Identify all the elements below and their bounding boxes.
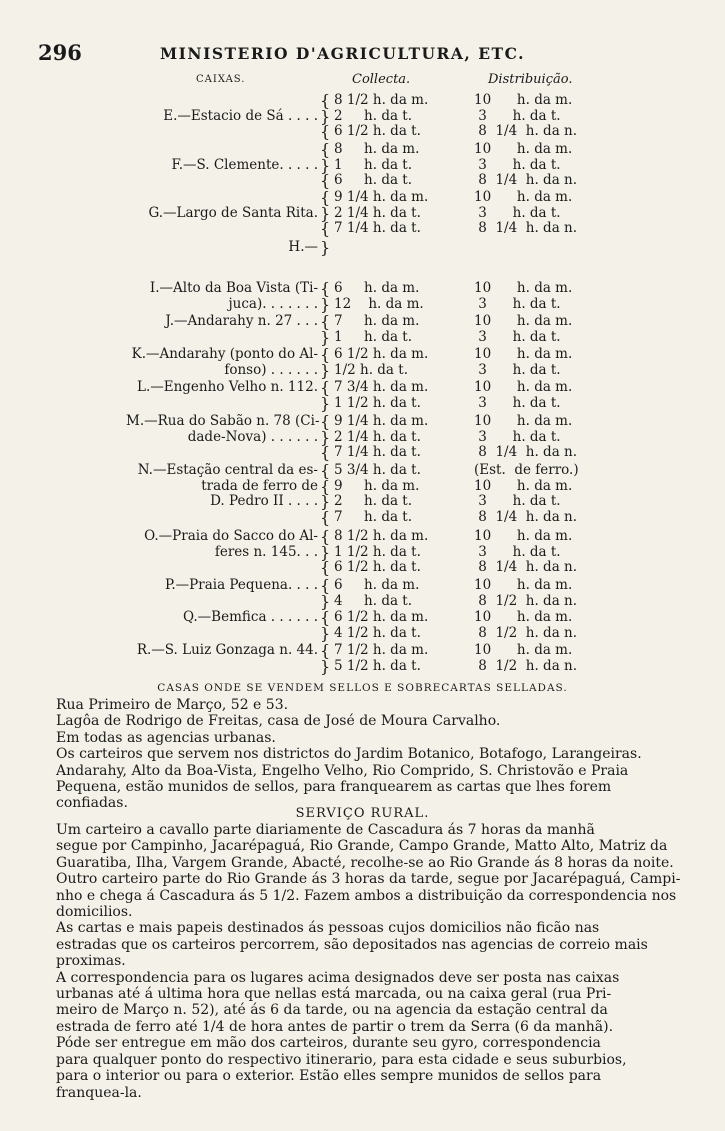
collecta-time: 6 h. da m. [334,280,420,296]
casas-text-line: Os carteiros que servem nos districtos do Jardim Botanico, Botafogo, Larangeiras. [56,746,642,763]
collecta-time: 5 1/2 h. da t. [334,657,421,674]
page-header [0,40,725,68]
casas-title: CASAS ONDE SE VENDEM SELLOS E SOBRECARTAS SELLADAS. [157,682,568,694]
distribuicao-time: 10 h. da m. [474,477,573,494]
collecta-time: 1 h. da t. [334,156,413,173]
caixa-name-line: N.—Estação central da es- [137,462,318,478]
collecta-time: 7 1/4 h. da t. [334,444,421,461]
distribuicao-cell [474,578,577,609]
collecta-cell [334,414,428,461]
caixa-name [124,314,318,330]
collecta-time: 4 h. da t. [334,592,413,609]
caixa-name [126,414,318,445]
rural-text-line: para qualquer ponto do respectivo itinerario, para esta cidade e seus suburbios, [56,1051,627,1068]
distribuicao-time: 3 h. da t. [474,428,561,445]
distribuicao-cell [474,380,572,411]
caixa-name-line: feres n. 145. . . [214,543,318,560]
caixa-name-line: O.—Praia do Sacco do Al- [144,528,318,544]
distribuicao-time: 3 h. da t. [474,156,561,173]
casas-text-line: Andarahy, Alto da Boa-Vista, Engelho Velho, Rio Comprido, S. Christovão e Praia [56,762,629,779]
distribuicao-time: 3 h. da t. [474,493,561,510]
collecta-cell [334,142,419,189]
collecta-time: 7 1/2 h. da m. [334,642,429,658]
brace-mark: { } { [320,412,331,463]
rural-text-line: domicilios. [56,904,133,921]
distribuicao-time: 10 h. da m. [474,379,573,395]
column-header-distribuicao: Distribuição. [488,72,573,87]
brace-mark: { } [320,608,331,643]
caixa-name-line: L.—Engenho Velho n. 112. [136,379,318,395]
collecta-cell [334,380,428,411]
rural-text-line: Um carteiro a cavallo parte diariamente de Cascadura ás 7 horas da manhã [56,822,595,838]
brace-mark: } [320,238,331,257]
distribuicao-cell [474,529,577,576]
brace-mark: { } { [320,140,331,191]
distribuicao-cell [474,347,572,378]
caixa-name-line: M.—Rua do Sabão n. 78 (Ci- [126,413,320,429]
collecta-time: 12 h. da m. [334,295,424,312]
caixa-name-line: Q.—Bemfica . . . . . . [182,609,318,625]
collecta-time: 5 3/4 h. da t. [334,462,421,478]
distribuicao-time: 10 h. da m. [474,609,573,625]
distribuicao-time: (Est. de ferro.) [474,462,579,478]
collecta-cell [334,190,428,237]
collecta-time: 7 1/4 h. da t. [334,220,421,237]
distribuicao-time: 10 h. da m. [474,92,573,108]
caixa-name-line: F.—S. Clemente. . . . . [171,156,318,173]
column-header-collecta: Collecta. [352,72,411,87]
column-header-caixas: CAIXAS. [196,74,246,85]
rural-text-line: Guaratiba, Ilha, Vargem Grande, Abacté, recolhe-se ao Rio Grande ás 8 horas da noite. [56,854,674,871]
collecta-time: 9 1/4 h. da m. [334,189,429,205]
distribuicao-cell [474,414,577,461]
distribuicao-cell [474,610,577,641]
caixa-name-line: E.—Estacio de Sá . . . . [163,107,318,124]
brace-mark: { } { [320,527,331,578]
distribuicao-time: 10 h. da m. [474,346,573,362]
caixa-name [122,240,318,256]
collecta-time: 7 h. da m. [334,313,420,329]
collecta-cell [334,463,421,525]
collecta-cell [334,314,419,345]
brace-mark: { } [320,312,331,347]
distribuicao-time: 8 1/2 h. da n. [474,624,578,641]
brace-mark: { } { [320,91,331,142]
collecta-time: 1 1/2 h. da t. [334,394,421,411]
distribuicao-cell [474,93,577,140]
distribuicao-time: 10 h. da m. [474,189,573,205]
casas-text-line: Lagôa de Rodrigo de Freitas, casa de José de Moura Carvalho. [56,713,501,730]
collecta-time: 2 1/4 h. da t. [334,204,421,221]
collecta-cell [334,529,428,576]
caixa-name-line: D. Pedro II . . . . [210,493,318,510]
distribuicao-time: 8 1/2 h. da n. [474,592,578,609]
rural-text-line: urbanas até á ultima hora que nellas está marcada, ou na caixa geral (rua Pri- [56,986,612,1003]
casas-text-line: Rua Primeiro de Março, 52 e 53. [56,697,289,713]
brace-mark: { } [320,345,331,380]
caixa-name [130,643,318,659]
distribuicao-time: 10 h. da m. [474,313,573,329]
page-number: 296 [38,40,82,65]
collecta-cell [334,610,428,641]
distribuicao-time: 8 1/4 h. da n. [474,172,578,189]
collecta-time: 6 1/2 h. da t. [334,123,421,140]
distribuicao-cell [474,281,572,312]
caixa-name [120,206,318,222]
caixa-name-line: fonso) . . . . . . [224,361,318,378]
collecta-time: 2 h. da t. [334,107,413,124]
distribuicao-time: 8 1/4 h. da n. [474,123,578,140]
collecta-time: 8 h. da m. [334,141,420,157]
distribuicao-time: 3 h. da t. [474,394,561,411]
distribuicao-cell [474,643,577,674]
rural-text-line: estradas que os carteiros percorrem, são depositados nas agencias de correio mais [56,936,648,953]
rural-text-line: As cartas e mais papeis destinados ás pessoas cujos domicilios não ficão nas [56,920,600,937]
distribuicao-cell [474,142,577,189]
distribuicao-time: 8 1/4 h. da n. [474,444,578,461]
collecta-time: 4 1/2 h. da t. [334,624,421,641]
caixa-name [126,380,318,396]
caixa-name [130,610,318,626]
distribuicao-time: 8 1/4 h. da n. [474,508,578,525]
collecta-time: 2 1/4 h. da t. [334,428,421,445]
rural-text-line: segue por Campinho, Jacarépaguá, Rio Grande, Campo Grande, Matto Alto, Matriz da [56,838,668,855]
distribuicao-time: 3 h. da t. [474,361,561,378]
rural-text-line: proximas. [56,953,126,970]
collecta-time: 8 1/2 h. da m. [334,528,429,544]
distribuicao-time: 3 h. da t. [474,204,561,221]
distribuicao-time: 10 h. da m. [474,413,573,429]
brace-mark: { } [320,641,331,676]
caixa-name-line: trada de ferro de [201,477,318,494]
rural-text-line: estrada de ferro até 1/4 de hora antes de partir o trem da Serra (6 da manhã). [56,1018,614,1035]
distribuicao-time: 10 h. da m. [474,642,573,658]
caixa-name-line: P.—Praia Pequena. . . . [165,577,318,593]
collecta-time: 6 1/2 h. da t. [334,559,421,576]
distribuicao-time: 3 h. da t. [474,107,561,124]
collecta-time: 6 1/2 h. da m. [334,346,429,362]
distribuicao-time: 10 h. da m. [474,280,573,296]
collecta-time: 1/2 h. da t. [334,361,408,378]
distribuicao-time: 3 h. da t. [474,543,561,560]
caixa-name-line: I.—Alto da Boa Vista (Ti- [149,280,318,296]
distribuicao-cell [474,190,577,237]
caixa-name-line: G.—Largo de Santa Rita. [148,204,318,221]
collecta-time: 6 1/2 h. da m. [334,609,429,625]
casas-section [56,697,690,812]
distribuicao-time: 3 h. da t. [474,295,561,312]
brace-mark: { } [320,279,331,314]
caixa-name [130,529,318,560]
distribuicao-time: 8 1/4 h. da n. [474,559,578,576]
caixa-name-line: K.—Andarahy (ponto do Al- [131,346,318,362]
rural-title: SERVIÇO RURAL. [295,806,430,821]
collecta-cell [334,281,424,312]
caixa-name [128,463,318,510]
caixa-name-line: J.—Andarahy n. 27 . . . [165,313,318,329]
caixa-name-line: juca). . . . . . . [228,295,318,312]
caixa-name-line: dade-Nova) . . . . . . [187,428,318,445]
caixa-name-line: H.— [288,239,318,255]
casas-text-line: confiadas. [56,795,128,812]
casas-text-line: Pequena, estão munidos de sellos, para franquearem as cartas que lhes forem [56,779,612,796]
collecta-time: 6 h. da m. [334,577,420,593]
rural-text-line: nho e chega á Cascadura ás 5 1/2. Fazem ambos a distribuição da correspondencia nos [56,887,677,904]
collecta-time: 8 1/2 h. da m. [334,92,429,108]
collecta-time: 2 h. da t. [334,493,413,510]
collecta-time: 7 3/4 h. da m. [334,379,429,395]
rural-text-line: A correspondencia para os lugares acima designados deve ser posta nas caixas [56,969,620,986]
distribuicao-time: 10 h. da m. [474,528,573,544]
casas-text-line: Em todas as agencias urbanas. [56,729,276,746]
collecta-time: 9 1/4 h. da m. [334,413,429,429]
collecta-time: 6 h. da t. [334,172,413,189]
collecta-cell [334,347,428,378]
collecta-time: 1 h. da t. [334,328,413,345]
rural-text-line: Outro carteiro parte do Rio Grande ás 3 horas da tarde, segue por Jacarépaguá, Campi- [56,871,681,888]
collecta-cell [334,93,428,140]
caixa-name-line: R.—S. Luiz Gonzaga n. 44. [136,642,318,658]
distribuicao-cell [474,463,579,525]
collecta-time: 1 1/2 h. da t. [334,543,421,560]
running-title: MINISTERIO D'AGRICULTURA, ETC. [160,44,526,63]
distribuicao-time: 8 1/4 h. da n. [474,220,578,237]
brace-mark: { { } { [320,461,331,527]
brace-mark: { } { [320,188,331,239]
rural-text-line: para o interior ou para o exterior. Estão elles sempre munidos de sellos para [56,1068,602,1085]
caixa-name [122,281,318,312]
brace-mark: { } [320,576,331,611]
collecta-cell [334,578,419,609]
collecta-time: 7 h. da t. [334,508,413,525]
rural-text-line: Póde ser entregue em mão dos carteiros, durante seu gyro, correspondencia [56,1035,601,1052]
rural-text-line: meiro de Março n. 52), até ás 6 da tarde, ou na agencia da estação central da [56,1002,608,1019]
brace-mark: { } [320,378,331,413]
caixa-name [118,109,318,125]
caixa-name [124,347,318,378]
caixa-name [130,578,318,594]
distribuicao-time: 3 h. da t. [474,328,561,345]
distribuicao-time: 8 1/2 h. da n. [474,657,578,674]
rural-section [56,822,690,1101]
caixa-name [120,158,318,174]
collecta-cell [334,643,428,674]
collecta-time: 9 h. da m. [334,477,420,494]
rural-text-line: franquea-la. [56,1084,142,1101]
distribuicao-cell [474,314,572,345]
distribuicao-time: 10 h. da m. [474,141,573,157]
distribuicao-time: 10 h. da m. [474,577,573,593]
